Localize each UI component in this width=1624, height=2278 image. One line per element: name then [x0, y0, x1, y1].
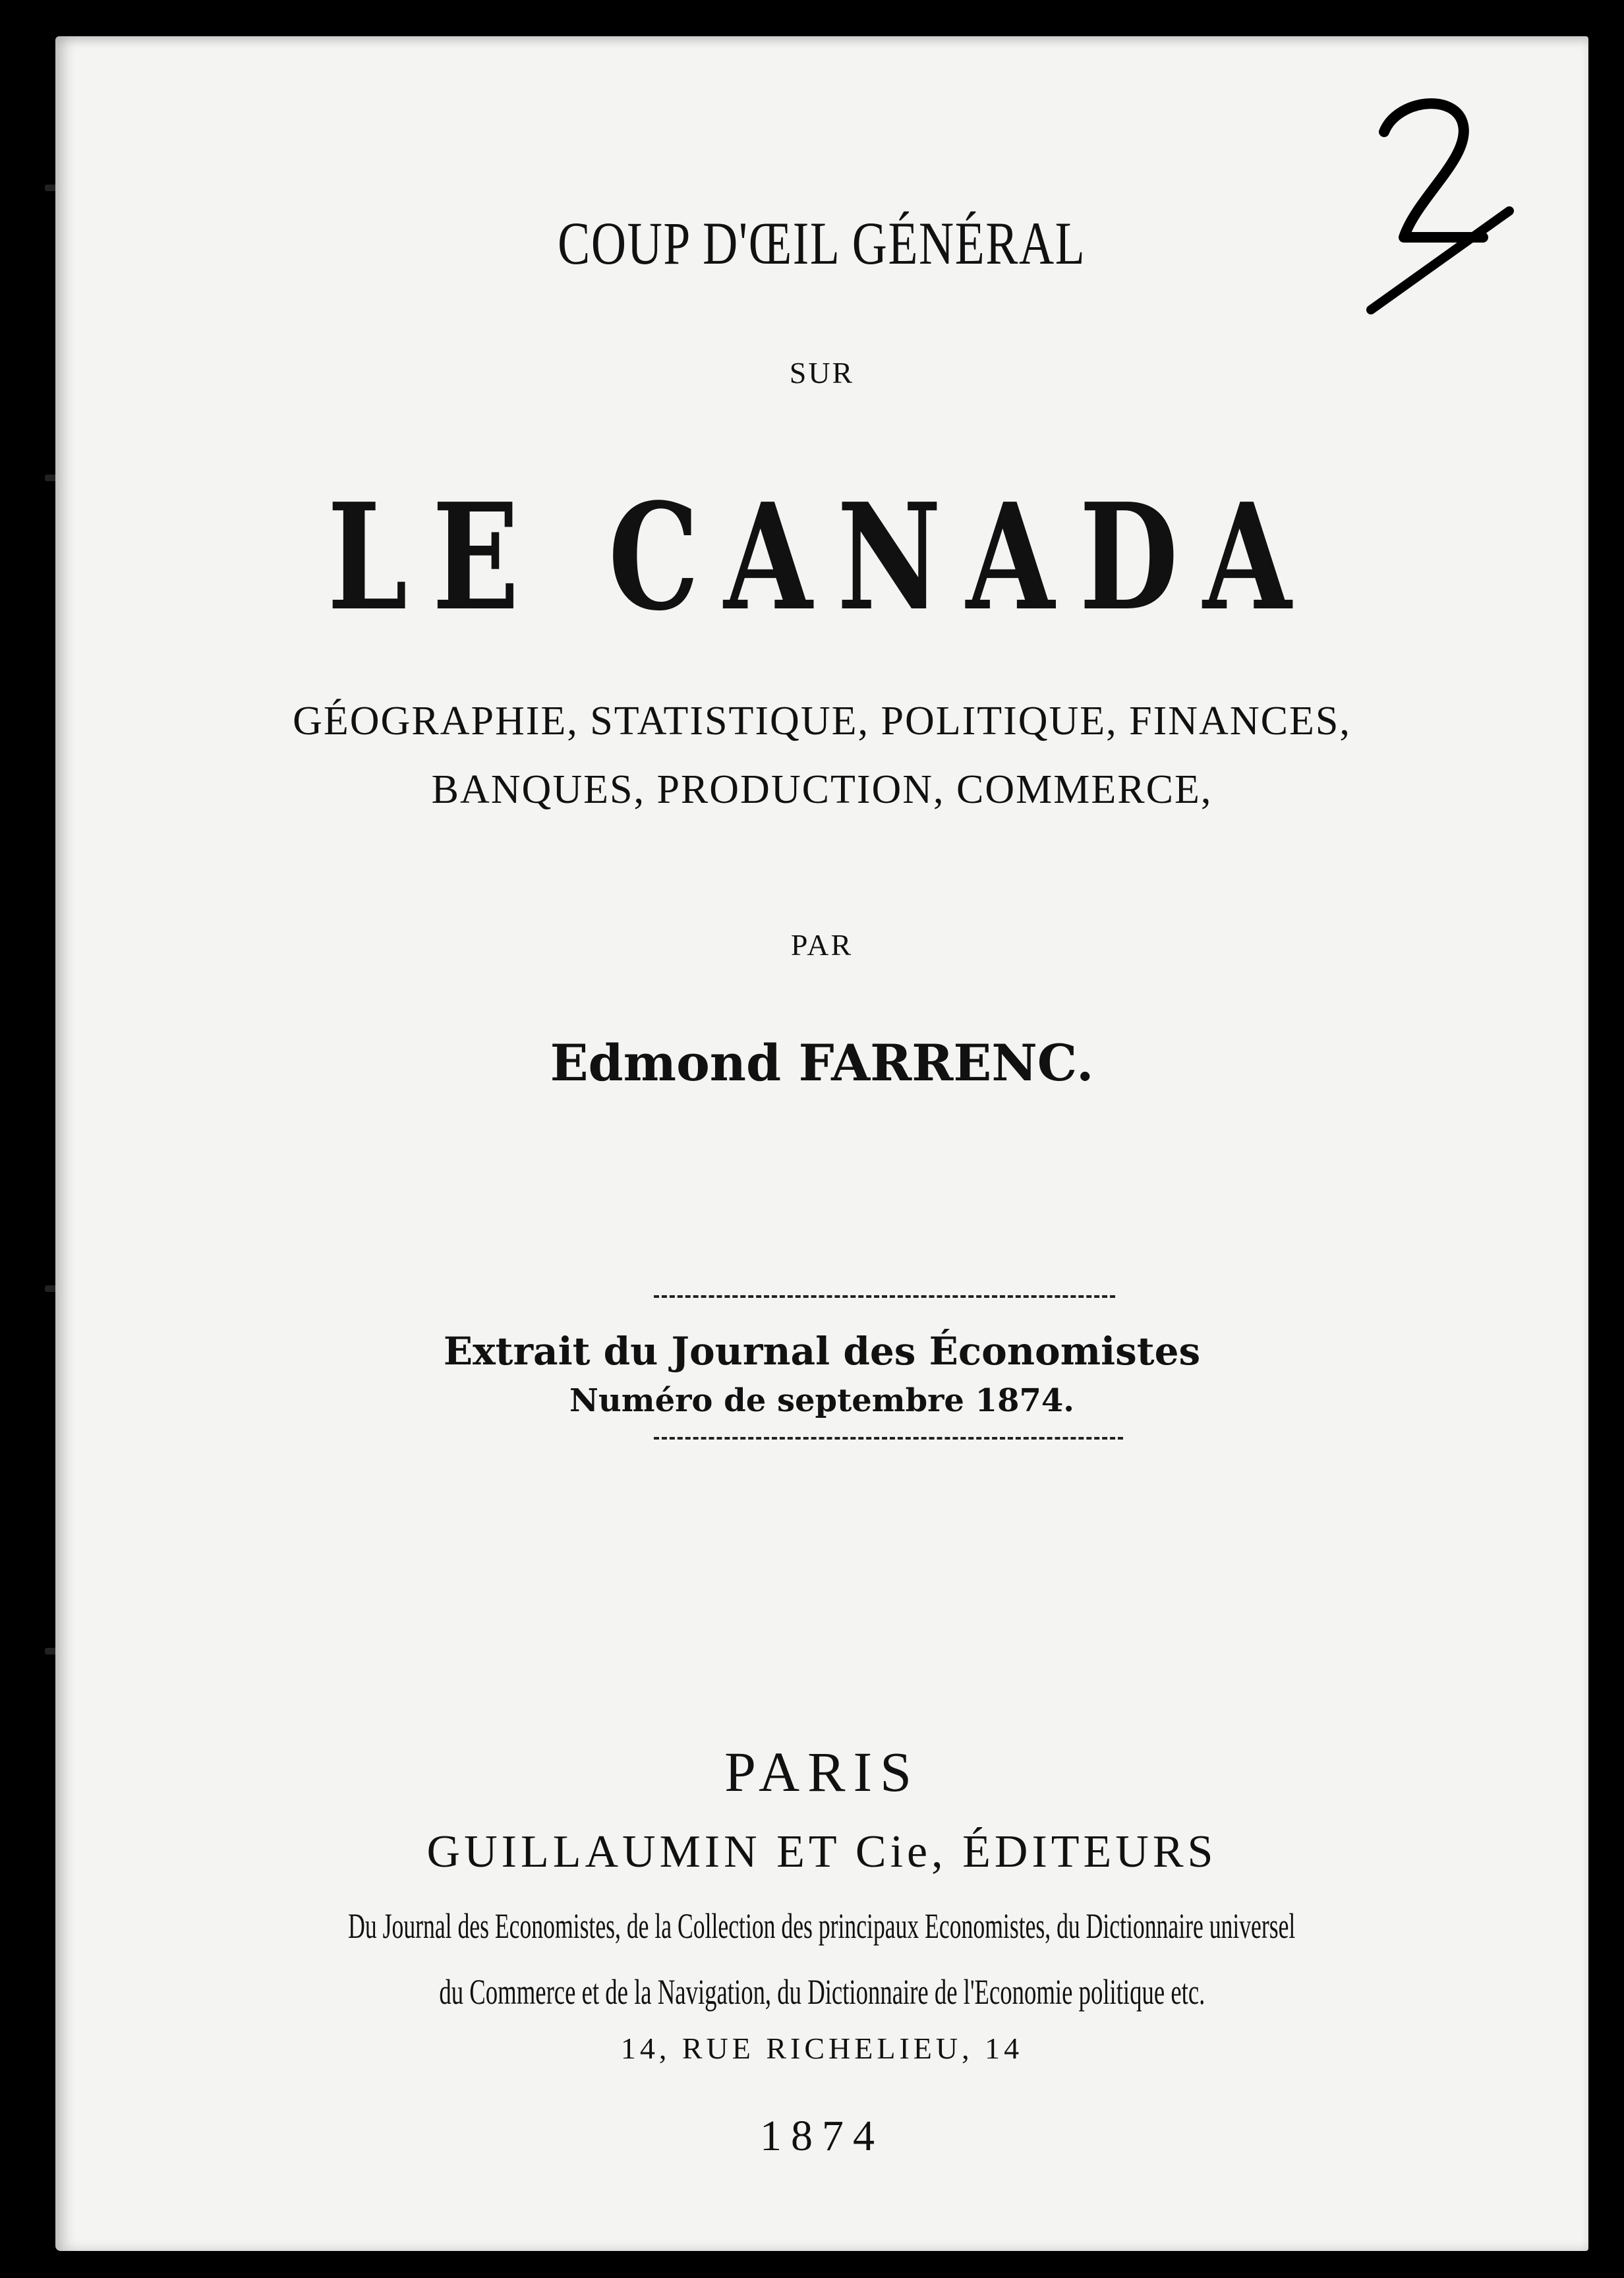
par-label: PAR	[790, 928, 854, 962]
divider-top	[654, 1295, 1115, 1298]
extract-source: Extrait du Journal des Économistes	[443, 1329, 1201, 1374]
imprint-description-line-2: du Commerce et de la Navigation, du Dictionnaire de l'Economie politique etc.	[439, 1972, 1205, 2012]
subtitle-line-2: BANQUES, PRODUCTION, COMMERCE,	[431, 767, 1213, 812]
extract-issue: Numéro de septembre 1874.	[569, 1382, 1074, 1419]
handwritten-number-mark	[1358, 86, 1529, 336]
title-page	[55, 36, 1588, 2251]
imprint-city: PARIS	[724, 1740, 919, 1803]
imprint-address: 14, RUE RICHELIEU, 14	[620, 2031, 1024, 2065]
pretitle: COUP D'ŒIL GÉNÉRAL	[558, 210, 1086, 277]
main-title: LE CANADA	[327, 472, 1317, 643]
imprint-year: 1874	[760, 2112, 884, 2160]
imprint-description-line-1: Du Journal des Economistes, de la Collection des principaux Economistes, du Dictionnaire universel	[348, 1906, 1296, 1946]
subtitle-line-1: GÉOGRAPHIE, STATISTIQUE, POLITIQUE, FINANCES,	[293, 699, 1351, 744]
author-name: Edmond FARRENC.	[550, 1034, 1094, 1092]
divider-bottom	[654, 1437, 1123, 1440]
imprint-publisher: GUILLAUMIN ET Cie, ÉDITEURS	[426, 1826, 1217, 1877]
sur-label: SUR	[789, 356, 855, 390]
